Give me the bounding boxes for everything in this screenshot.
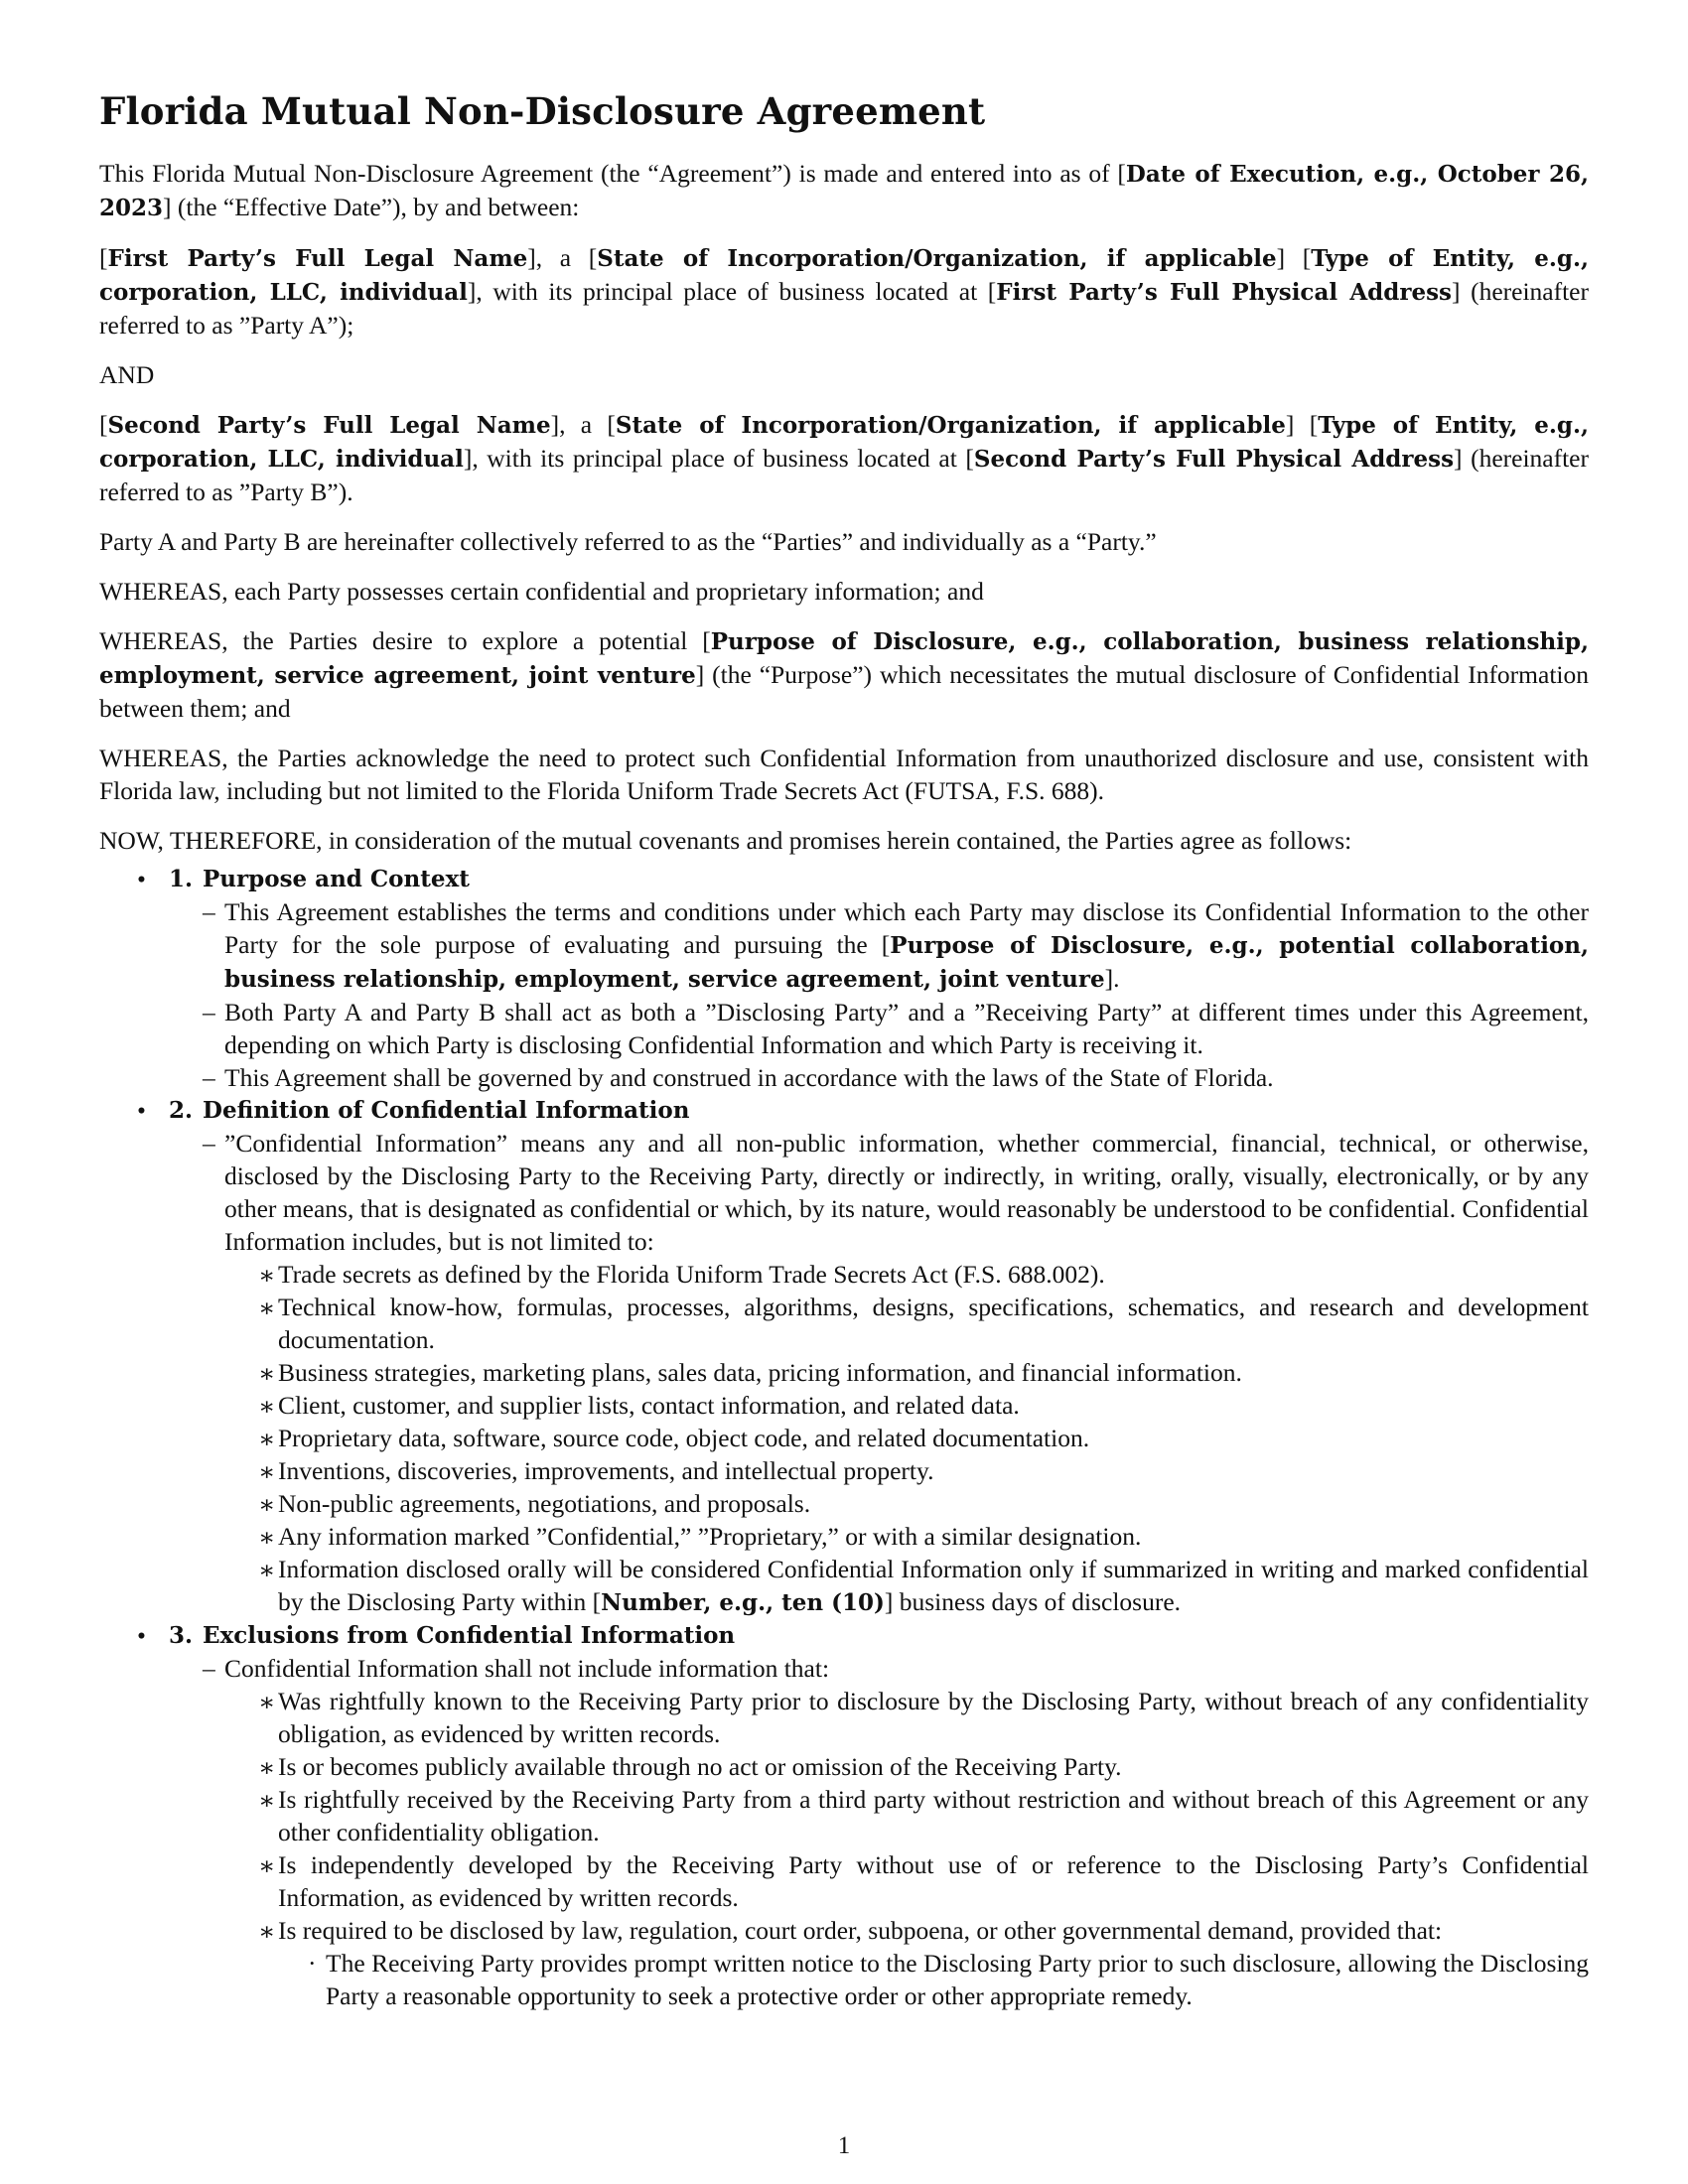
document-body [99,157,1589,2012]
date-placeholder: Date of Execution, e.g., October 26, 2023 [99,161,1589,221]
list-item: ∗ Information disclosed orally will be considered Confidential Information only if summarized in writing and marked confidential by the Disclosing Party within [Number, e.g., ten (10)] business days of disclosure. [258,1555,1589,1616]
list-item: ∗ Was rightfully known to the Receiving Party prior to disclosure by the Disclosing Party, without breach of any confidentiality obligation, as evidenced by written records. [258,1687,1589,1748]
party-a-address-placeholder: First Party’s Full Physical Address [996,279,1452,306]
dash-icon: – [203,1654,215,1683]
party-a-paragraph: [First Party’s Full Legal Name], a [State of Incorporation/Organization, if applicable] [Type of Entity, e.g., corporation, LLC, individual], with its principal place of business located at [First Party’s Full Physical Address] (hereinafter referred to as ”Party A”); [99,243,1590,340]
asterisk-icon: ∗ [258,1261,276,1290]
list-item: ∗ Is rightfully received by the Receiving Party from a third party without restriction and without breach of this Agreement or any other confidentiality obligation. [258,1785,1589,1846]
asterisk-icon: ∗ [258,1359,276,1388]
asterisk-icon: ∗ [258,1556,276,1584]
list-item: ∗ Is or becomes publicly available through no act or omission of the Receiving Party. [258,1752,1122,1782]
party-b-address-placeholder: Second Party’s Full Physical Address [973,446,1455,473]
intro-paragraph [99,157,1589,224]
party-a-name-placeholder: First Party’s Full Legal Name [107,245,528,272]
section-2 [99,1094,1589,1619]
asterisk-icon: ∗ [258,1917,276,1946]
list-item: – This Agreement establishes the terms and conditions under which each Party may disclose its Confidential Information to the other Party for the sole purpose of evaluating and pursuing the [Purpose of Disclosure, e.g., potential collaboration, business relationship, employment, service agreement, joint venture]. [203,897,1589,993]
list-item: ∗ Trade secrets as defined by the Florida Uniform Trade Secrets Act (F.S. 688.002). [258,1260,1105,1290]
list-item: ∗ Business strategies, marketing plans, sales data, pricing information, and financial information. [258,1358,1242,1388]
asterisk-icon: ∗ [258,1753,276,1782]
asterisk-icon: ∗ [258,1490,276,1519]
party-b-name-placeholder: Second Party’s Full Legal Name [107,412,551,439]
list-item: ∗ Non-public agreements, negotiations, and proposals. [258,1489,811,1519]
section-1 [99,863,1589,1094]
party-a-entity-placeholder: Type of Entity, e.g., corporation, LLC, individual [99,245,1590,306]
party-b-entity-placeholder: Type of Entity, e.g., corporation, LLC, individual [99,412,1590,473]
purpose-placeholder: Purpose of Disclosure, e.g., potential collaboration, business relationship, employment, service agreement, joint venture [224,932,1589,993]
list-item: – Both Party A and Party B shall act as both a ”Disclosing Party” and a ”Receiving Party” at different times under this Agreement, depending on which Party is disclosing Confidential Information and which Party is receiving it. [203,998,1589,1059]
whereas-3-paragraph: WHEREAS, the Parties acknowledge the need to protect such Confidential Information from unauthorized disclosure and use, consistent with Florida law, including but not limited to the Florida Uniform Trade Secrets Act (FUTSA, F.S. 688). [99,744,1589,805]
whereas-2-paragraph: WHEREAS, the Parties desire to explore a potential [Purpose of Disclosure, e.g., collaboration, business relationship, employment, service agreement, joint venture] (the “Purpose”) which necessitates the mutual disclosure of Confidential Information between them; and [99,626,1589,723]
asterisk-icon: ∗ [258,1457,276,1486]
middle-dot-icon: · [308,1949,317,1978]
list-item: · The Receiving Party provides prompt written notice to the Disclosing Party prior to such disclosure, allowing the Disclosing Party a reasonable opportunity to seek a protective order or other appropriate remedy. [308,1949,1589,2010]
whereas-1-paragraph: WHEREAS, each Party possesses certain confidential and proprietary information; and [99,577,984,606]
number-placeholder: Number, e.g., ten (10) [601,1589,885,1616]
asterisk-icon: ∗ [258,1294,276,1322]
list-item: ∗ Any information marked ”Confidential,” ”Proprietary,” or with a similar designation. [258,1522,1142,1552]
party-a-state-placeholder: State of Incorporation/Organization, if applicable [597,245,1277,272]
bullet-icon: • [137,1096,146,1125]
list-item: – This Agreement shall be governed by and construed in accordance with the laws of the State of Florida. [203,1063,1274,1092]
now-therefore-paragraph: NOW, THEREFORE, in consideration of the mutual covenants and promises herein contained, the Parties agree as follows: [99,826,1352,855]
dash-icon: – [203,1063,215,1092]
intro-text: ] (the “Effective Date”), by and between: [163,193,580,221]
section-title: 1. Purpose and Context [169,866,470,892]
section-title: 2. Definition of Confidential Information [169,1097,690,1124]
list-item: ∗ Is required to be disclosed by law, regulation, court order, subpoena, or other governmental demand, provided that: · The Receiving Party provides prompt written notice to the Disclosing Party prior to such disclosure, allowing the Disclosing Party a reasonable opportunity to seek a protective order or other appropriate remedy. [258,1916,1589,2010]
list-item: ∗ Client, customer, and supplier lists, contact information, and related data. [258,1391,1020,1421]
document-title: Florida Mutual Non-Disclosure Agreement [99,89,986,133]
list-item: ∗ Inventions, discoveries, improvements, and intellectual property. [258,1456,934,1486]
list-item: ∗ Is independently developed by the Receiving Party without use of or reference to the Disclosing Party’s Confidential Information, as evidenced by written records. [258,1850,1589,1912]
section-3 [99,1619,1589,2012]
party-b-state-placeholder: State of Incorporation/Organization, if applicable [615,412,1286,439]
sections-list [99,863,1589,2012]
party-b-paragraph: [Second Party’s Full Legal Name], a [State of Incorporation/Organization, if applicable] [Type of Entity, e.g., corporation, LLC, individual], with its principal place of business located at [Second Party’s Full Physical Address] (hereinafter referred to as ”Party B”). [99,410,1590,506]
list-item: ∗ Proprietary data, software, source code, object code, and related documentation. [258,1424,1090,1453]
purpose-placeholder: Purpose of Disclosure, e.g., collaboration, business relationship, employment, service agreement, joint venture [99,628,1589,689]
asterisk-icon: ∗ [258,1523,276,1552]
bullet-icon: • [137,1621,146,1650]
and-paragraph: AND [99,360,155,389]
bullet-icon: • [137,865,146,893]
asterisk-icon: ∗ [258,1425,276,1453]
dash-icon: – [203,1129,215,1158]
dash-icon: – [203,897,215,926]
asterisk-icon: ∗ [258,1688,276,1716]
list-item: – Confidential Information shall not include information that: ∗ Was rightfully known to the Receiving Party prior to disclosure by the Disclosing Party, without breach of any confidentiality obligation, as evidenced by written records. ∗ Is or becomes publicly available through no act or omission of the Receiving Party. ∗ Is rightfully received by the Receiving Party from a third party without restriction and without breach of this Agreement or any other confidentiality obligation. ∗ Is independently developed by the Receiving Party without use of or reference to the Disclosing Party’s Confidential Information, as evidenced by written records. ∗ Is required to be disclosed by law, regulation, court order, subpoena, or other governmental demand, provided that: · The Receiving Party provides prompt written notice to the Disclosing Party prior to such disclosure, allowing the Disclosing Party a reasonable opportunity to seek a protective order or other appropriate remedy. [203,1654,1589,2010]
section-title: 3. Exclusions from Confidential Information [169,1622,736,1649]
collective-paragraph: Party A and Party B are hereinafter collectively referred to as the “Parties” and individually as a “Party.” [99,527,1157,556]
dash-icon: – [203,998,215,1026]
asterisk-icon: ∗ [258,1392,276,1421]
asterisk-icon: ∗ [258,1851,276,1880]
list-item: – ”Confidential Information” means any and all non-public information, whether commercial, financial, technical, or otherwise, disclosed by the Disclosing Party to the Receiving Party, directly or indirectly, in writing, orally, visually, electronically, or by any other means, that is designated as confidential or which, by its nature, would reasonably be understood to be confidential. Confidential Information includes, but is not limited to: ∗ Trade secrets as defined by the Florida Uniform Trade Secrets Act (F.S. 688.002). ∗ Technical know-how, formulas, processes, algorithms, designs, specifications, schematics, and research and development documentation. ∗ Business strategies, marketing plans, sales data, pricing information, and financial information. ∗ Client, customer, and supplier lists, contact information, and related data. ∗ Proprietary data, software, source code, object code, and related documentation. ∗ Inventions, discoveries, improvements, and intellectual property. ∗ Non-public agreements, negotiations, and proposals. ∗ Any information marked ”Confidential,” ”Proprietary,” or with a similar designation. ∗ Information disclosed orally will be considered Confidential Information only if summarized in writing and marked confidential by the Disclosing Party within [Number, e.g., ten (10)] business days of disclosure. [169,1127,1589,1619]
list-item: ∗ Technical know-how, formulas, processes, algorithms, designs, specifications, schematics, and research and development documentation. [258,1293,1589,1354]
intro-text: This Florida Mutual Non-Disclosure Agreement (the “Agreement”) is made and entered into as of [ [99,159,1126,188]
page-number: 1 [837,2132,851,2159]
asterisk-icon: ∗ [258,1786,276,1815]
